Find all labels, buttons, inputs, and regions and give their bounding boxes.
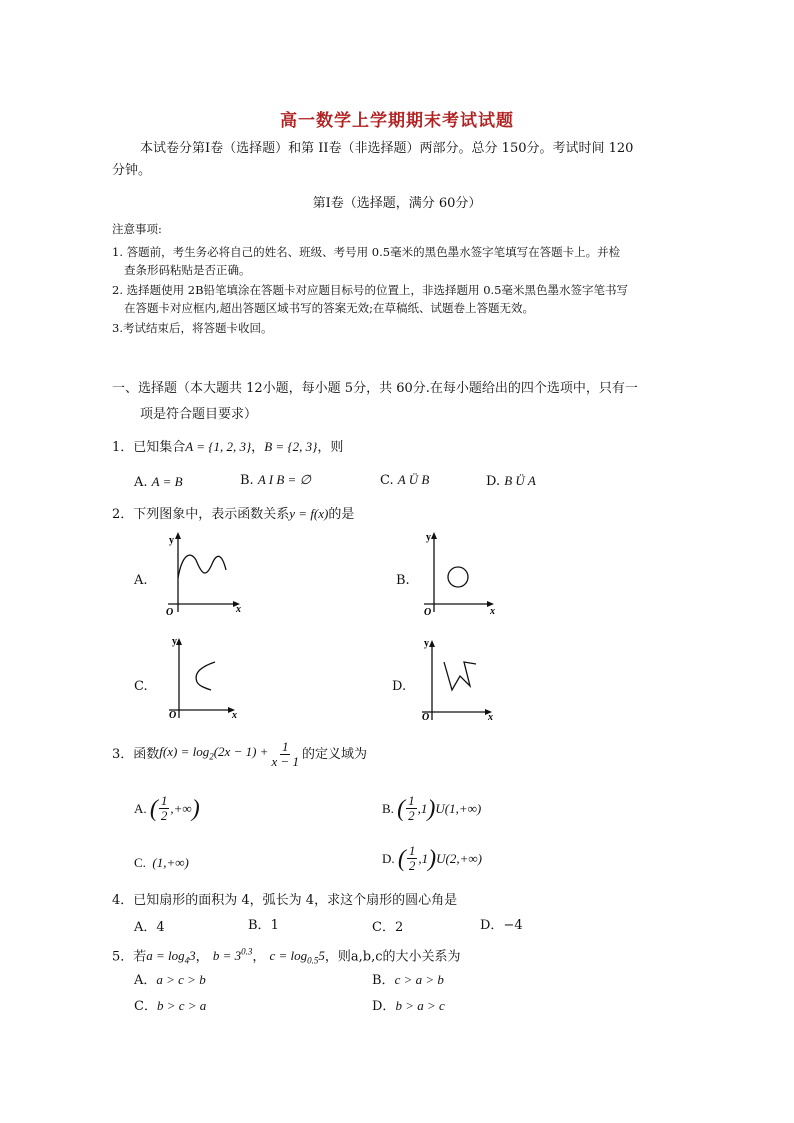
question-1	[112, 436, 343, 459]
q1-set-b: B = {2, 3}	[264, 439, 318, 454]
q5-option-c: C．b > c > a	[134, 998, 207, 1014]
question-5: 5．若$a = \log_43$， $b = 3^{0.3}$， $c = \log_{0.5}5$，则a,b,c的大小关系为	[112, 947, 461, 966]
q3-option-b: B. ( $\frac{1}{2}$ ,1 ) U(1,+∞)	[382, 793, 482, 823]
q5-c: $c = \log_{0.5}5$	[269, 948, 325, 966]
q1-suffix: ，则	[317, 440, 344, 455]
q1-option-b: B. A I B = ∅	[240, 472, 311, 488]
note-1-line-1: 1. 答题前，考生务必将自己的姓名、班级、考号用 0.5毫米的黑色墨水签字笔填写在答题卡上。并检	[112, 245, 621, 259]
curve	[178, 555, 226, 578]
curve	[196, 662, 215, 690]
section1-line-2: 项是符合题目要求）	[140, 407, 258, 422]
q1-prefix: 1．已知集合	[112, 440, 186, 455]
q2-option-a-label: A.	[134, 573, 148, 588]
q1-sep: ，	[251, 440, 265, 455]
note-2-line-1: 2. 选择题使用 2B铅笔填涂在答题卡对应题目标号的位置上，非选择题用 0.5毫米黑色墨水签字笔书写	[112, 283, 628, 297]
exam-title: 高一数学上学期期末考试试题	[280, 111, 514, 131]
y-label: y	[424, 638, 429, 649]
q5-b: $b = 3^{0.3}$	[212, 947, 253, 964]
y-arrow-icon	[175, 532, 181, 539]
q4-option-d: D．−4	[480, 918, 523, 933]
question-2: 2．下列图象中，表示函数关系y = f(x)的是	[112, 506, 355, 522]
origin-label: O	[422, 712, 430, 723]
q2-option-d-label: D.	[392, 679, 407, 694]
q5-option-d: D．b > a > c	[372, 998, 445, 1014]
origin-label: O	[424, 607, 432, 618]
q3-func: $f(x) = \log_2(2x - 1)$ +	[159, 744, 269, 762]
y-arrow-icon	[431, 532, 437, 539]
note-1-line-2: 查条形码粘贴是否正确。	[124, 263, 251, 277]
q3-option-c: C. (1,+∞)	[134, 855, 189, 870]
x-label: x	[488, 712, 493, 723]
q1-option-c: C. A Ü B	[380, 472, 430, 488]
y-label: y	[426, 532, 431, 543]
origin-label: O	[166, 607, 174, 618]
section1-line-1: 一、选择题（本大题共 12小题，每小题 5分，共 60分.在每小题给出的四个选项中，只有一	[112, 381, 638, 396]
note-2-line-2: 在答题卡对应框内,超出答题区域书写的答案无效;在草稿纸、试题卷上答题无效。	[124, 301, 535, 315]
note-3-line-1: 3.考试结束后，将答题卡收回。	[112, 321, 273, 335]
q2-graph-c	[165, 634, 255, 724]
circle	[448, 567, 468, 587]
intro-line-1: 本试卷分第Ⅰ卷（选择题）和第 II卷（非选择题）两部分。总分 150分。考试时间 120	[140, 141, 634, 156]
q2-graph-d	[418, 636, 508, 726]
x-label: x	[232, 710, 237, 721]
q5-a: $a = \log_43$	[146, 948, 196, 966]
q4-option-a: A．4	[134, 920, 165, 935]
x-label: x	[490, 606, 495, 617]
q1-set-a: A = {1, 2, 3}	[185, 439, 252, 454]
y-label: y	[172, 636, 177, 647]
part1-heading: 第Ⅰ卷（选择题，满分 60分）	[312, 196, 482, 211]
origin-label: O	[169, 710, 177, 721]
q3-option-a: A. ( $\frac{1}{2}$ ,+∞ )	[134, 793, 200, 823]
q5-option-b: B．c > a > b	[372, 972, 444, 988]
curve	[444, 662, 476, 690]
y-label: y	[169, 535, 174, 546]
q3-fraction: $\frac{1}{x - 1}$	[271, 739, 299, 769]
q4-option-b: B．1	[248, 918, 279, 933]
x-label: x	[236, 604, 241, 615]
notes-heading: 注意事项:	[112, 222, 162, 236]
q4-option-c: C．2	[372, 920, 404, 935]
question-4: 4．已知扇形的面积为 4，弧长为 4，求这个扇形的圆心角是	[112, 893, 458, 908]
q2-expr: y = f(x)	[289, 506, 329, 521]
q2-option-c-label: C.	[134, 679, 148, 694]
q1-option-d: D. B Ü A	[486, 473, 536, 489]
q2-graph-b	[420, 530, 510, 620]
q3-option-d: D. ( $\frac{1}{2}$ ,1 ) U(2,+∞)	[382, 843, 482, 873]
y-arrow-icon	[429, 640, 435, 647]
q2-graph-a	[160, 530, 250, 620]
intro-line-2: 分钟。	[112, 163, 152, 178]
question-3: 3．函数 $f(x) = \log_2(2x - 1)$ + $\frac{1}{x - 1}$ 的定义域为	[112, 739, 368, 769]
q2-option-b-label: B.	[396, 573, 410, 588]
q5-option-a: A．a > c > b	[134, 972, 206, 988]
q1-option-a: A. A = B	[134, 474, 183, 490]
